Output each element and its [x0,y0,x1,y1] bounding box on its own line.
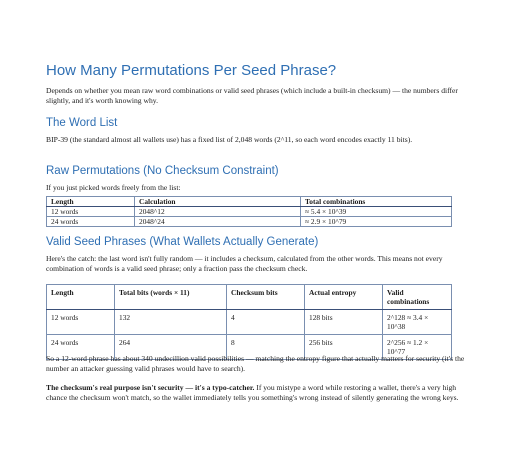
column-header: Actual entropy [305,285,383,310]
table-cell: 264 [115,335,227,360]
table-cell: 132 [115,310,227,335]
table-header-row [47,197,452,207]
intro-paragraph: Depends on whether you mean raw word combinations or valid seed phrases (which include a built-in checksum) — the numbers differ slightly, and it's worth knowing why. [46,86,458,105]
column-header: Length [47,197,135,207]
table-row [47,310,452,335]
table-cell: ≈ 5.4 × 10^39 [301,207,452,217]
column-header: Checksum bits [227,285,305,310]
table-cell: 128 bits [305,310,383,335]
raw-permutations-heading: Raw Permutations (No Checksum Constraint) [46,165,279,177]
table-cell: 2^256 ≈ 1.2 × 10^77 [383,335,452,360]
table-cell: 12 words [47,310,115,335]
closing-text: If you mistype a word while restoring a wallet, there's a very high chance the checksum won't match, so the wallet immediately tells you something's wrong instead of silently generating the wrong keys. [46,383,459,402]
table-cell: 2048^12 [135,207,301,217]
page-title: How Many Permutations Per Seed Phrase? [46,62,337,79]
table-cell: 8 [227,335,305,360]
word-list-heading: The Word List [46,117,118,129]
summary-paragraph: So a 12-word phrase has about 340 undecillion valid possibilities — matching the entropy figure that actually matters for security (it's the number an attacker guessing valid phrases would have to search). [46,354,465,373]
raw-permutations-table [46,196,452,227]
table-row [47,207,452,217]
valid-seed-paragraph: Here's the catch: the last word isn't fully random — it includes a checksum, calculated from the other words. This means not every combination of words is a valid seed phrase; only a fraction pass the checksum check. [46,254,443,273]
column-header: Calculation [135,197,301,207]
table-cell: 2^128 ≈ 3.4 × 10^38 [383,310,452,335]
column-header: Total bits (words × 11) [115,285,227,310]
table-cell: 256 bits [305,335,383,360]
valid-seed-heading: Valid Seed Phrases (What Wallets Actually Generate) [46,236,319,248]
column-header: Length [47,285,115,310]
table-header-row [47,285,452,310]
table-cell: 12 words [47,207,135,217]
valid-seed-table [46,284,452,360]
word-list-paragraph: BIP-39 (the standard almost all wallets use) has a fixed list of 2,048 words (2^11, so each word encodes exactly 11 bits). [46,135,413,144]
raw-permutations-paragraph: If you just picked words freely from the list: [46,183,181,192]
table-cell: ≈ 2.9 × 10^79 [301,217,452,227]
table-cell: 2048^24 [135,217,301,227]
closing-bold-text: The checksum's real purpose isn't security — it's a typo-catcher. [46,383,255,392]
table-row [47,217,452,227]
table-cell: 4 [227,310,305,335]
column-header: Valid combinations [383,285,452,310]
table-cell: 24 words [47,217,135,227]
table-cell: 24 words [47,335,115,360]
closing-paragraph [46,383,466,403]
column-header: Total combinations [301,197,452,207]
